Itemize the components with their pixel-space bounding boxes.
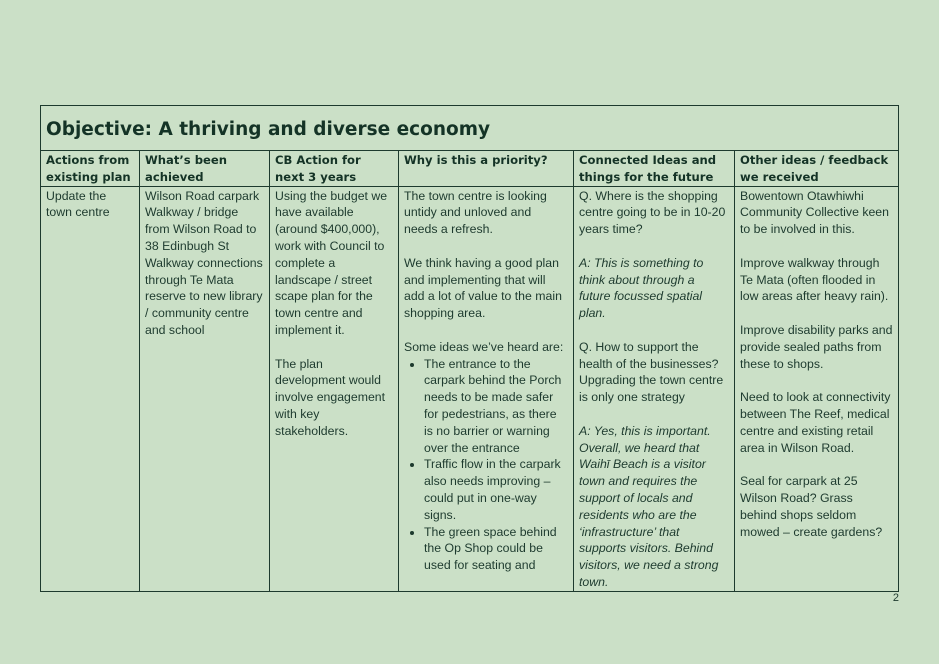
- answer-2: A: Yes, this is important. Overall, we heard that Waihī Beach is a visitor town and requires the support of locals and residents who are the ‘infrastructure’ that supports visitors. Behind visitors, we need a strong town.: [579, 423, 719, 589]
- table-row: [41, 186, 899, 591]
- page-number: 2: [892, 592, 899, 604]
- cell-action: [41, 186, 140, 591]
- objective-table-wrapper: [40, 105, 898, 592]
- header-connected-ideas: Connected Ideas and things for the future: [574, 151, 735, 187]
- list-item: • The green space behind the Op Shop could be used for seating and: [424, 524, 568, 574]
- header-whats-been-achieved: What’s been achieved: [140, 151, 270, 187]
- feedback-4: Need to look at connectivity between The Reef, medical centre and existing retail area in Wilson Road.: [740, 390, 891, 455]
- cb-action-paragraph-1: Using the budget we have available (around $400,000), work with Council to complete a landscape / street scape plan for the town centre and implement it.: [275, 188, 388, 337]
- feedback-5: Seal for carpark at 25 Wilson Road? Grass behind shops seldom mowed – create gardens?: [740, 474, 883, 539]
- objective-table: [40, 105, 899, 592]
- header-other-ideas: Other ideas / feedback we received: [735, 151, 899, 187]
- cb-action-paragraph-2: The plan development would involve engagement with key stakeholders.: [275, 356, 386, 438]
- question-1: Q. Where is the shopping centre going to be in 10-20 years time?: [579, 188, 726, 237]
- feedback-1: Bowentown Otawhiwhi Community Collective keen to be involved in this.: [740, 188, 889, 237]
- feedback-3: Improve disability parks and provide sealed paths from these to shops.: [740, 322, 893, 371]
- feedback-2: Improve walkway through Te Mata (often flooded in low areas after heavy rain).: [740, 255, 889, 304]
- priority-paragraph-1: The town centre is looking untidy and unloved and needs a refresh.: [404, 188, 547, 237]
- title-row: [41, 106, 899, 151]
- cell-achieved: [140, 186, 270, 591]
- cell-connected-ideas: [574, 186, 735, 591]
- priority-paragraph-2: We think having a good plan and implementing that will add a lot of value to the main shopping area.: [404, 255, 562, 321]
- action-text: Update the town centre: [46, 188, 110, 220]
- list-item: • The entrance to the carpark behind the Porch needs to be made safer for pedestrians, as there is no barrier or warning over the entrance: [424, 356, 568, 457]
- question-2: Q. How to support the health of the businesses? Upgrading the town centre is only one strategy: [579, 339, 724, 405]
- priority-ideas-intro: Some ideas we’ve heard are:: [404, 339, 564, 354]
- objective-title: Objective: A thriving and diverse economy: [41, 106, 899, 151]
- list-item: • Traffic flow in the carpark also needs improving – could put in one-way signs.: [424, 456, 568, 523]
- header-why-priority: Why is this a priority?: [399, 151, 574, 187]
- cell-other-ideas: [735, 186, 899, 591]
- header-row: [41, 151, 899, 187]
- header-actions-existing-plan: Actions from existing plan: [41, 151, 140, 187]
- priority-ideas-list: [404, 356, 568, 574]
- cell-why-priority: [399, 186, 574, 591]
- header-cb-action: CB Action for next 3 years: [270, 151, 399, 187]
- achieved-text: Wilson Road carpark Walkway / bridge from Wilson Road to 38 Edinbugh St Walkway connections through Te Mata reserve to new library / community centre and school: [145, 188, 263, 337]
- cell-cb-action: [270, 186, 399, 591]
- answer-1: A: This is something to think about through a future focussed spatial plan.: [579, 255, 704, 321]
